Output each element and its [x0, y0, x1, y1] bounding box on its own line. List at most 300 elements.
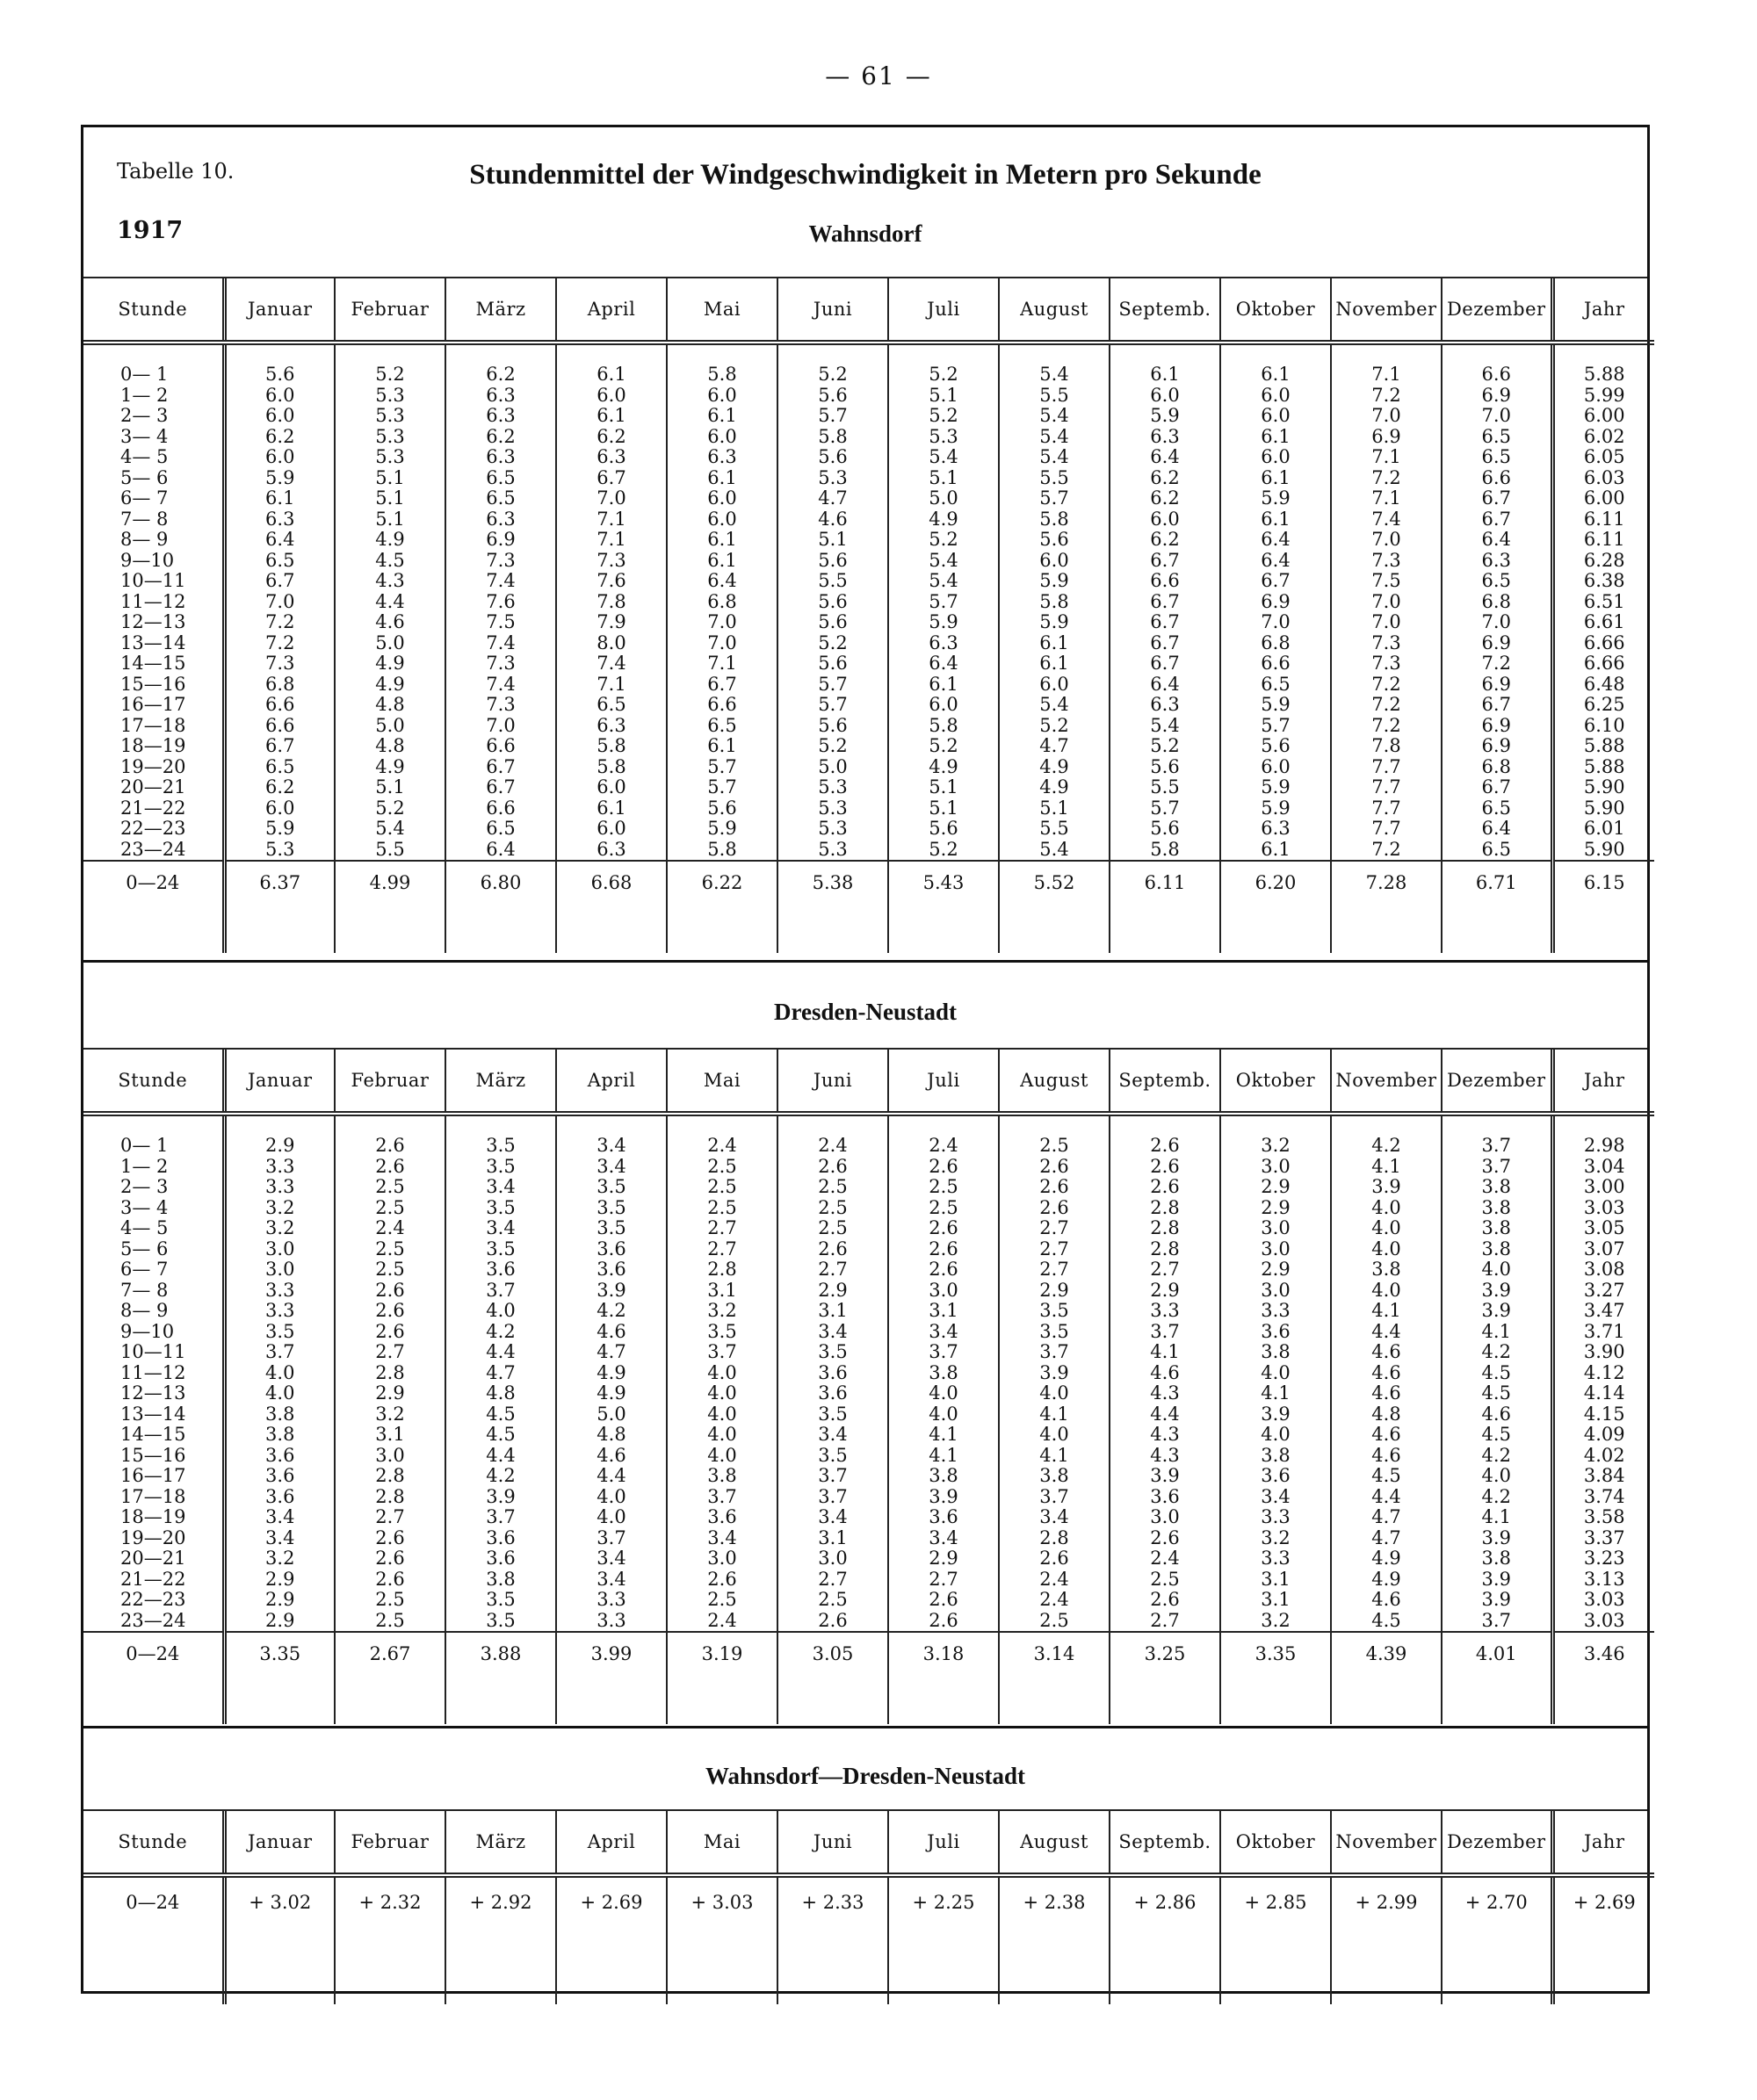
hourly-value: 5.5 — [818, 570, 848, 591]
hour-label: 3— 4 — [120, 425, 169, 447]
hourly-value: 6.10 — [1583, 714, 1625, 736]
hourly-value: 3.5 — [818, 1444, 848, 1466]
hourly-value: 2.6 — [375, 1568, 405, 1590]
column-header: Januar — [224, 1811, 335, 1875]
hourly-value: 4.5 — [1481, 1382, 1511, 1404]
hourly-value: 3.4 — [818, 1424, 848, 1445]
mean-value: + 2.38 — [999, 1875, 1110, 2004]
hourly-value: 2.5 — [375, 1609, 405, 1631]
hourly-value: 2.7 — [1039, 1217, 1069, 1238]
hour-label: 19—20 — [120, 1526, 186, 1548]
mean-value: + 2.25 — [888, 1875, 999, 2004]
column-header: März — [445, 278, 556, 343]
hourly-value: 2.6 — [375, 1155, 405, 1177]
hourly-value: 6.1 — [1261, 466, 1291, 488]
hour-label: 4— 5 — [120, 1217, 169, 1238]
hourly-value: 4.0 — [707, 1444, 737, 1466]
hourly-value: 4.0 — [929, 1382, 958, 1404]
hourly-value: 5.9 — [707, 818, 737, 839]
hourly-value: 6.3 — [597, 838, 626, 860]
hourly-value: 4.9 — [375, 653, 405, 674]
hourly-value: 6.2 — [265, 425, 295, 447]
hourly-value: 3.4 — [597, 1135, 626, 1156]
hour-label: 23—24 — [120, 1609, 186, 1631]
hourly-value: 2.7 — [929, 1568, 958, 1590]
hour-label: 17—18 — [120, 714, 186, 736]
hourly-value: 4.0 — [597, 1485, 626, 1507]
hourly-value: 5.5 — [1039, 384, 1069, 406]
hourly-value: 3.9 — [486, 1485, 516, 1507]
hourly-value: 5.7 — [1150, 797, 1180, 819]
hourly-value: 7.8 — [597, 590, 626, 612]
hourly-value: 5.4 — [1039, 838, 1069, 860]
hourly-value: 6.8 — [1481, 590, 1511, 612]
hourly-value: 2.6 — [375, 1135, 405, 1156]
hourly-value: 6.6 — [1150, 570, 1180, 591]
hourly-value: 6.9 — [1481, 714, 1511, 736]
hourly-value: 6.1 — [1261, 508, 1291, 530]
hourly-value: 3.8 — [1039, 1465, 1069, 1486]
column-header: Mai — [667, 1050, 777, 1114]
month-column — [224, 1114, 335, 1632]
mean-value: + 3.03 — [667, 1875, 777, 2004]
hourly-value: 5.3 — [375, 425, 405, 447]
hourly-value: 3.04 — [1583, 1155, 1625, 1177]
hourly-value: 4.0 — [265, 1361, 295, 1383]
hourly-value: 4.1 — [1481, 1320, 1511, 1342]
hourly-value: 6.7 — [1481, 694, 1511, 715]
hourly-value: 6.9 — [1481, 384, 1511, 406]
hourly-value: 6.5 — [265, 755, 295, 777]
hourly-value: 3.6 — [486, 1259, 516, 1280]
hourly-value: 5.5 — [375, 838, 405, 860]
hourly-value: 3.6 — [929, 1506, 958, 1527]
hourly-value: 6.3 — [707, 446, 737, 467]
difference-row — [83, 1875, 1654, 2004]
hourly-value: 6.8 — [265, 673, 295, 695]
hour-label: 20—21 — [120, 776, 186, 797]
year-label: 1917 — [117, 217, 184, 244]
mean-value: 3.25 — [1110, 1632, 1220, 1724]
hourly-value: 3.74 — [1583, 1485, 1625, 1507]
hourly-value: 6.9 — [486, 529, 516, 550]
hourly-value: 6.1 — [707, 549, 737, 571]
hourly-value: 5.0 — [375, 714, 405, 736]
header-row — [83, 278, 1654, 343]
column-header: April — [556, 1811, 667, 1875]
hourly-value: 5.4 — [1039, 446, 1069, 467]
hourly-value: 3.3 — [597, 1609, 626, 1631]
column-header: Septemb. — [1110, 1811, 1220, 1875]
hourly-value: 6.7 — [1481, 487, 1511, 509]
mean-value: + 2.86 — [1110, 1875, 1220, 2004]
hourly-value: 6.5 — [707, 714, 737, 736]
hourly-value: 4.3 — [375, 570, 405, 591]
hourly-value: 3.8 — [1481, 1196, 1511, 1218]
hour-label: 14—15 — [120, 653, 186, 674]
hourly-value: 5.2 — [1039, 714, 1069, 736]
hourly-value: 4.2 — [1481, 1485, 1511, 1507]
hourly-value: 4.2 — [486, 1465, 516, 1486]
hourly-value: 2.5 — [1039, 1609, 1069, 1631]
hourly-value: 6.28 — [1583, 549, 1625, 571]
hourly-value: 6.7 — [1150, 590, 1180, 612]
hourly-value: 5.99 — [1583, 384, 1625, 406]
hourly-value: 5.9 — [929, 611, 958, 632]
hour-label: 2— 3 — [120, 1176, 169, 1197]
hourly-value: 4.2 — [486, 1320, 516, 1342]
column-header: Dezember — [1442, 1811, 1552, 1875]
hourly-value: 6.5 — [1481, 797, 1511, 819]
month-column — [667, 1114, 777, 1632]
hourly-value: 6.0 — [265, 384, 295, 406]
hourly-value: 6.3 — [486, 405, 516, 426]
hourly-value: 6.6 — [1481, 466, 1511, 488]
hourly-value: 6.4 — [1261, 529, 1291, 550]
hourly-value: 6.11 — [1583, 508, 1625, 530]
hourly-value: 3.00 — [1583, 1176, 1625, 1197]
hourly-value: 5.8 — [1039, 508, 1069, 530]
hourly-value: 7.0 — [707, 631, 737, 653]
mean-value: 5.43 — [888, 861, 999, 953]
column-header: Juli — [888, 278, 999, 343]
mean-value: 6.71 — [1442, 861, 1552, 953]
hourly-value: 6.1 — [1039, 653, 1069, 674]
column-header: Juni — [777, 278, 888, 343]
hourly-value: 6.0 — [1261, 446, 1291, 467]
hourly-value: 5.4 — [1039, 694, 1069, 715]
hourly-value: 4.0 — [1481, 1259, 1511, 1280]
hourly-value: 3.7 — [1481, 1609, 1511, 1631]
hourly-value: 7.3 — [1371, 549, 1401, 571]
column-header: Dezember — [1442, 278, 1552, 343]
hourly-value: 6.7 — [486, 776, 516, 797]
hourly-value: 4.2 — [1481, 1341, 1511, 1362]
hourly-value: 5.3 — [375, 405, 405, 426]
hourly-value: 6.4 — [1150, 673, 1180, 695]
hourly-value: 4.9 — [1039, 755, 1069, 777]
hourly-value: 2.6 — [375, 1279, 405, 1301]
mean-value: 2.67 — [335, 1632, 445, 1724]
hourly-value: 6.1 — [1039, 631, 1069, 653]
hourly-value: 5.2 — [929, 405, 958, 426]
hourly-value: 6.5 — [1481, 446, 1511, 467]
hourly-value: 7.3 — [486, 549, 516, 571]
header-row — [83, 1811, 1654, 1875]
hourly-value: 3.4 — [597, 1155, 626, 1177]
mean-value: 6.37 — [224, 861, 335, 953]
hourly-value: 5.9 — [1261, 797, 1291, 819]
column-header: April — [556, 278, 667, 343]
hourly-value: 6.1 — [707, 466, 737, 488]
hourly-value: 4.1 — [1371, 1300, 1401, 1321]
hourly-value: 5.6 — [929, 818, 958, 839]
hourly-value: 6.3 — [929, 631, 958, 653]
mean-value: 6.68 — [556, 861, 667, 953]
hour-label: 12—13 — [120, 1382, 186, 1404]
hourly-value: 3.5 — [486, 1589, 516, 1610]
hourly-value: 2.9 — [375, 1382, 405, 1404]
hourly-value: 2.7 — [818, 1259, 848, 1280]
hourly-value: 5.1 — [375, 508, 405, 530]
hourly-value: 3.5 — [597, 1217, 626, 1238]
hourly-value: 2.6 — [1039, 1176, 1069, 1197]
hourly-value: 2.6 — [818, 1609, 848, 1631]
hourly-value: 6.4 — [1481, 818, 1511, 839]
hourly-value: 2.6 — [1150, 1176, 1180, 1197]
hourly-value: 7.1 — [1371, 487, 1401, 509]
hourly-value: 2.9 — [265, 1135, 295, 1156]
hourly-value: 3.27 — [1583, 1279, 1625, 1301]
hour-label: 4— 5 — [120, 446, 169, 467]
hourly-value: 5.7 — [1039, 487, 1069, 509]
hourly-value: 6.7 — [1261, 570, 1291, 591]
hour-label: 15—16 — [120, 673, 186, 695]
hourly-value: 6.05 — [1583, 446, 1625, 467]
hourly-value: 5.4 — [1039, 425, 1069, 447]
hourly-value: 7.3 — [265, 653, 295, 674]
hourly-values-row — [83, 343, 1654, 861]
hourly-value: 6.7 — [1150, 653, 1180, 674]
hourly-value: 3.4 — [707, 1526, 737, 1548]
hourly-value: 3.3 — [1261, 1548, 1291, 1569]
hourly-value: 3.7 — [1481, 1135, 1511, 1156]
hourly-value: 3.4 — [1261, 1485, 1291, 1507]
mean-value: 6.20 — [1220, 861, 1331, 953]
hourly-value: 5.1 — [375, 487, 405, 509]
hourly-value: 3.9 — [1039, 1361, 1069, 1383]
hour-label: 7— 8 — [120, 1279, 169, 1301]
hourly-value: 5.6 — [818, 446, 848, 467]
month-column — [667, 343, 777, 861]
table-frame — [81, 125, 1650, 1994]
hourly-value: 6.8 — [707, 590, 737, 612]
month-column — [888, 1114, 999, 1632]
hourly-value: 6.7 — [1150, 549, 1180, 571]
hourly-value: 3.4 — [597, 1568, 626, 1590]
hourly-value: 5.3 — [818, 466, 848, 488]
hourly-value: 2.9 — [818, 1279, 848, 1301]
hourly-value: 5.2 — [1150, 735, 1180, 756]
hourly-value: 4.2 — [597, 1300, 626, 1321]
month-column — [1331, 343, 1442, 861]
hourly-value: 2.9 — [1261, 1259, 1291, 1280]
hour-label: 6— 7 — [120, 487, 169, 509]
station-title-wahnsdorf: Wahnsdorf — [808, 220, 922, 247]
hourly-value: 3.7 — [818, 1485, 848, 1507]
hourly-value: 4.6 — [1371, 1382, 1401, 1404]
hourly-value: 5.3 — [375, 384, 405, 406]
hourly-value: 3.0 — [1261, 1238, 1291, 1259]
hour-label: 23—24 — [120, 838, 186, 860]
hourly-value: 2.6 — [929, 1238, 958, 1259]
hourly-value: 2.4 — [707, 1609, 737, 1631]
hourly-value: 4.0 — [707, 1424, 737, 1445]
hourly-value: 3.5 — [818, 1403, 848, 1425]
hourly-value: 3.7 — [486, 1279, 516, 1301]
hourly-value: 6.0 — [707, 487, 737, 509]
hourly-value: 2.4 — [818, 1135, 848, 1156]
hourly-value: 3.2 — [265, 1548, 295, 1569]
hourly-value: 6.5 — [1481, 570, 1511, 591]
hourly-value: 4.5 — [486, 1403, 516, 1425]
hourly-value: 6.0 — [265, 405, 295, 426]
hourly-value: 5.8 — [1039, 590, 1069, 612]
hour-label: 1— 2 — [120, 1155, 169, 1177]
hourly-value: 7.4 — [486, 673, 516, 695]
hourly-value: 5.5 — [1039, 818, 1069, 839]
hourly-value: 4.4 — [1371, 1320, 1401, 1342]
hourly-value: 2.6 — [1150, 1589, 1180, 1610]
hourly-value: 4.6 — [597, 1320, 626, 1342]
hourly-value: 3.58 — [1583, 1506, 1625, 1527]
hour-label: 6— 7 — [120, 1259, 169, 1280]
hourly-value: 5.0 — [818, 755, 848, 777]
month-column — [1220, 343, 1331, 861]
hourly-value: 3.03 — [1583, 1589, 1625, 1610]
hourly-value: 2.6 — [929, 1259, 958, 1280]
hourly-value: 3.7 — [1039, 1341, 1069, 1362]
mean-value: + 2.70 — [1442, 1875, 1552, 2004]
hourly-value: 4.9 — [1371, 1548, 1401, 1569]
hourly-value: 4.0 — [265, 1382, 295, 1404]
hourly-value: 3.6 — [707, 1506, 737, 1527]
hourly-value: 4.3 — [1150, 1424, 1180, 1445]
column-header: Stunde — [83, 278, 224, 343]
hourly-value: 3.2 — [375, 1403, 405, 1425]
hour-label: 8— 9 — [120, 529, 169, 550]
hourly-value: 5.2 — [929, 529, 958, 550]
hourly-value: 3.8 — [265, 1403, 295, 1425]
hourly-value: 2.5 — [818, 1589, 848, 1610]
hourly-value: 3.1 — [1261, 1568, 1291, 1590]
hourly-value: 6.1 — [929, 673, 958, 695]
column-header: Jahr — [1552, 278, 1654, 343]
hourly-value: 3.4 — [818, 1320, 848, 1342]
page-number: — 61 — — [825, 61, 932, 90]
hourly-value: 6.8 — [1261, 631, 1291, 653]
hourly-value: 3.6 — [597, 1259, 626, 1280]
hourly-value: 6.3 — [1150, 425, 1180, 447]
hourly-value: 3.0 — [265, 1238, 295, 1259]
month-column — [999, 1114, 1110, 1632]
hourly-value: 6.0 — [1150, 384, 1180, 406]
hourly-value: 2.5 — [707, 1155, 737, 1177]
hourly-value: 7.2 — [1371, 673, 1401, 695]
hourly-value: 6.0 — [707, 425, 737, 447]
hour-label: 3— 4 — [120, 1196, 169, 1218]
hourly-value: 3.23 — [1583, 1548, 1625, 1569]
main-title: Stundenmittel der Windgeschwindigkeit in Metern pro Sekunde — [469, 159, 1262, 191]
wahnsdorf-section — [83, 278, 1647, 953]
column-header: Septemb. — [1110, 1050, 1220, 1114]
hourly-value: 3.3 — [1150, 1300, 1180, 1321]
hourly-value: 7.5 — [1371, 570, 1401, 591]
hourly-value: 5.1 — [929, 776, 958, 797]
hourly-value: 5.1 — [1039, 797, 1069, 819]
hourly-value: 3.3 — [1261, 1300, 1291, 1321]
hourly-value: 3.5 — [486, 1238, 516, 1259]
hourly-value: 7.0 — [597, 487, 626, 509]
hourly-value: 5.9 — [265, 466, 295, 488]
hour-column — [83, 343, 224, 861]
dresden-section — [83, 1050, 1647, 1724]
hour-label: 9—10 — [120, 1320, 175, 1342]
hour-label: 18—19 — [120, 735, 186, 756]
hourly-value: 6.51 — [1583, 590, 1625, 612]
hourly-value: 2.5 — [375, 1238, 405, 1259]
hourly-value: 5.2 — [929, 364, 958, 385]
mean-value: 4.01 — [1442, 1632, 1552, 1724]
hourly-value: 6.0 — [1150, 508, 1180, 530]
hourly-value: 3.8 — [265, 1424, 295, 1445]
hourly-value: 7.9 — [597, 611, 626, 632]
hourly-value: 5.7 — [929, 590, 958, 612]
hourly-value: 3.5 — [597, 1176, 626, 1197]
hourly-value: 6.1 — [1261, 425, 1291, 447]
hourly-value: 6.9 — [1371, 425, 1401, 447]
column-header: November — [1331, 278, 1442, 343]
hourly-value: 4.0 — [1039, 1382, 1069, 1404]
hourly-value: 3.3 — [1261, 1506, 1291, 1527]
hourly-value: 3.7 — [597, 1526, 626, 1548]
hourly-value: 7.4 — [1371, 508, 1401, 530]
hourly-value: 5.6 — [818, 611, 848, 632]
hour-label: 10—11 — [120, 1341, 186, 1362]
hourly-value: 7.2 — [1371, 838, 1401, 860]
hourly-value: 4.9 — [1371, 1568, 1401, 1590]
hourly-value: 5.9 — [1261, 487, 1291, 509]
hourly-value: 3.05 — [1583, 1217, 1625, 1238]
column-header: Jahr — [1552, 1050, 1654, 1114]
hourly-value: 6.3 — [486, 508, 516, 530]
mean-value: 6.11 — [1110, 861, 1220, 953]
mean-value: + 2.99 — [1331, 1875, 1442, 2004]
hourly-value: 5.4 — [1039, 405, 1069, 426]
wahnsdorf-table — [83, 278, 1654, 953]
hourly-value: 6.5 — [1481, 425, 1511, 447]
hourly-value: 3.4 — [929, 1320, 958, 1342]
column-header: Oktober — [1220, 1811, 1331, 1875]
hourly-value: 4.09 — [1583, 1424, 1625, 1445]
hourly-value: 3.3 — [265, 1300, 295, 1321]
hourly-value: 3.5 — [486, 1196, 516, 1218]
hourly-value: 6.5 — [486, 818, 516, 839]
mean-value: 6.22 — [667, 861, 777, 953]
hourly-value: 4.8 — [375, 735, 405, 756]
hourly-value: 3.4 — [486, 1217, 516, 1238]
hourly-value: 4.1 — [1039, 1403, 1069, 1425]
difference-section — [83, 1811, 1647, 2004]
hourly-value: 5.88 — [1583, 364, 1625, 385]
header-row — [83, 1050, 1654, 1114]
hourly-value: 6.3 — [265, 508, 295, 530]
hourly-value: 2.8 — [375, 1465, 405, 1486]
hourly-value: 4.3 — [1150, 1444, 1180, 1466]
hourly-value: 6.1 — [1150, 364, 1180, 385]
hour-label: 10—11 — [120, 570, 186, 591]
hourly-value: 4.0 — [707, 1403, 737, 1425]
hourly-value: 3.7 — [929, 1341, 958, 1362]
hourly-value: 6.00 — [1583, 487, 1625, 509]
hourly-value: 2.6 — [1150, 1135, 1180, 1156]
hourly-value: 2.9 — [265, 1609, 295, 1631]
hourly-value: 6.11 — [1583, 529, 1625, 550]
hourly-value: 2.5 — [818, 1176, 848, 1197]
hourly-value: 6.3 — [486, 446, 516, 467]
hourly-value: 5.4 — [375, 818, 405, 839]
mean-value: 3.35 — [1220, 1632, 1331, 1724]
